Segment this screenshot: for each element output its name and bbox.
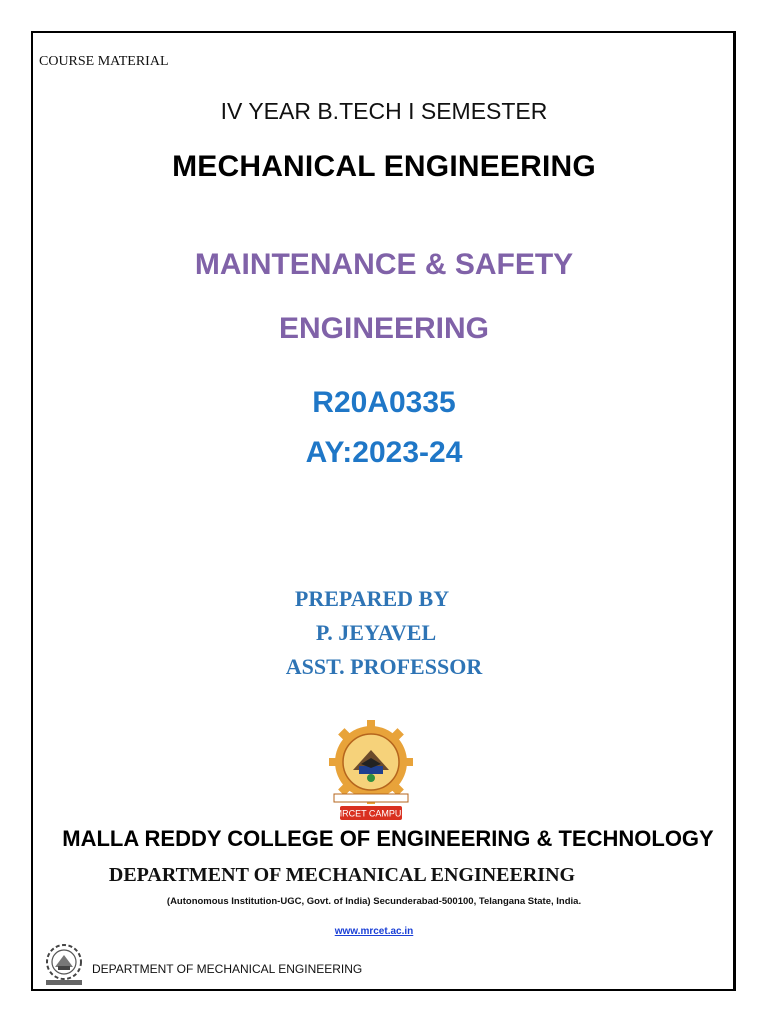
footer-gear-icon <box>46 945 82 985</box>
college-logo <box>326 720 416 824</box>
logo-banner <box>335 806 408 820</box>
department-name: DEPARTMENT OF MECHANICAL ENGINEERING <box>108 864 576 886</box>
affiliation-line: (Autonomous Institution-UGC, Govt. of India) Secunderabad-500100, Telangana State, India. <box>166 896 582 907</box>
author-designation: ASST. PROFESSOR <box>285 654 483 679</box>
year-semester: IV YEAR B.TECH I SEMESTER <box>220 98 548 124</box>
footer-logo <box>40 940 88 988</box>
website-link[interactable]: www.mrcet.ac.in <box>334 926 414 937</box>
course-code: R20A0335 <box>312 386 456 419</box>
subject-title-line1: MAINTENANCE & SAFETY <box>194 248 574 281</box>
college-name: MALLA REDDY COLLEGE OF ENGINEERING & TECHNOLOGY <box>62 826 714 851</box>
department-title: MECHANICAL ENGINEERING <box>172 150 596 183</box>
course-material-label: COURSE MATERIAL <box>39 54 169 69</box>
logo-banner-text: MRCET CAMPUS <box>334 808 408 819</box>
prepared-by-heading: PREPARED BY <box>294 586 450 611</box>
footer-department: DEPARTMENT OF MECHANICAL ENGINEERING <box>92 962 363 976</box>
author-name: P. JEYAVEL <box>315 620 437 645</box>
subject-title-line2: ENGINEERING <box>278 312 490 345</box>
gear-emblem-icon <box>329 720 413 804</box>
academic-year: AY:2023-24 <box>305 436 463 469</box>
